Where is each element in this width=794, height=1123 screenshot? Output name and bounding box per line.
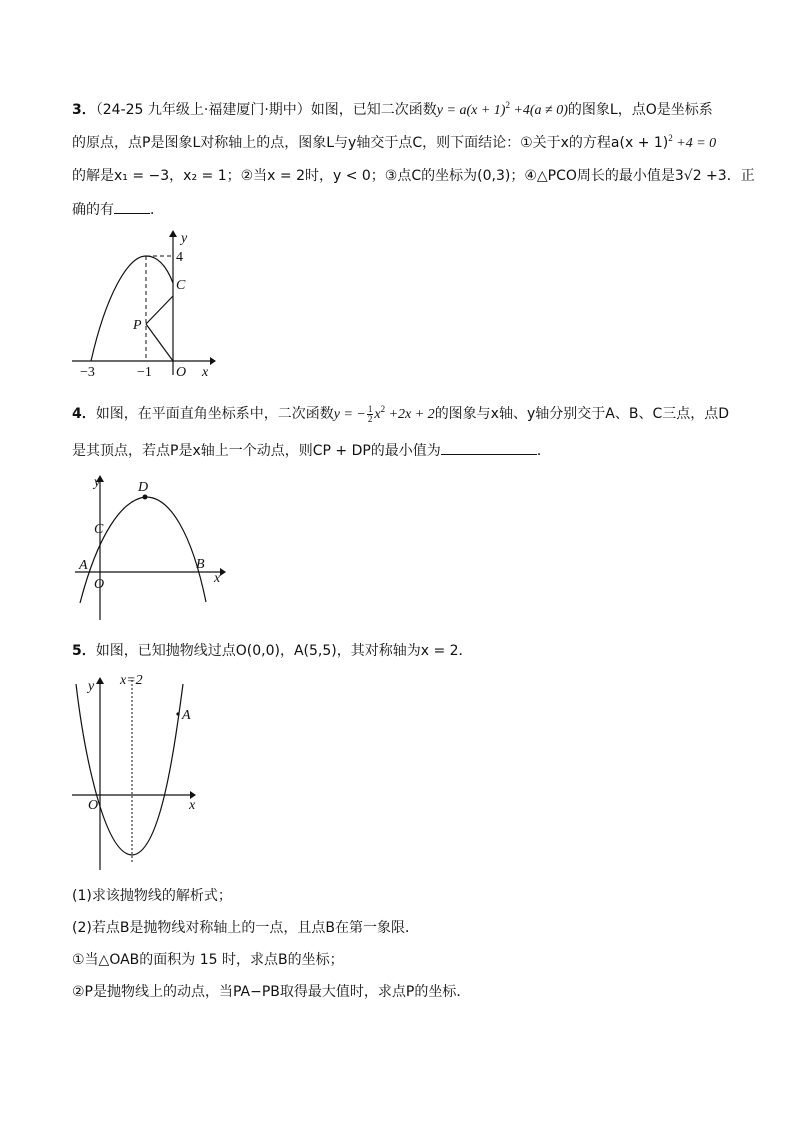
q3-y-arrow bbox=[169, 230, 177, 237]
q3-label-4: 4 bbox=[176, 250, 183, 265]
q5-label-x: x bbox=[189, 798, 196, 813]
q3-line-1 bbox=[72, 100, 713, 121]
q4-label-x: x bbox=[214, 571, 221, 586]
q4-line-2-text: 是其顶点，若点P是x轴上一个动点，则CP + DP的最小值为 bbox=[72, 443, 441, 459]
q4-frac-top: 1 bbox=[367, 403, 373, 414]
q4-text-2: 的图象与x轴、y轴分别交于A、B、C三点，点D bbox=[434, 406, 729, 422]
q3-label-o: O bbox=[176, 365, 187, 380]
q4-label-o: O bbox=[94, 577, 105, 592]
q4-exponent: 2 bbox=[380, 404, 386, 414]
q5-figure bbox=[70, 672, 230, 877]
q3-segment-pc bbox=[146, 296, 173, 324]
q4-label-b: B bbox=[196, 557, 205, 572]
q3-line-3-text: 的解是x₁ = −3，x₂ = 1；②当x = 2时，y < 0；③点C的坐标为(0,3)；④△PCO周长的最小值是3√2 +3．正 bbox=[72, 168, 755, 184]
q3-line-2 bbox=[72, 133, 716, 154]
q4-fraction bbox=[367, 405, 374, 424]
q3-text: 如图，已知二次函数 bbox=[310, 102, 437, 118]
q4-label-d: D bbox=[138, 480, 149, 495]
q5-line-1 bbox=[72, 641, 473, 661]
q3-figure bbox=[60, 225, 230, 385]
q3-line-2-text: 的原点，点P是图象L对称轴上的点，图象L与y轴交于点C，则下面结论：①关于x的方程a(x + 1) bbox=[72, 135, 669, 151]
q4-line-2 bbox=[72, 440, 551, 461]
q5-label-a: A bbox=[182, 708, 191, 723]
q3-label-c: C bbox=[176, 278, 186, 293]
q3-label-p: P bbox=[133, 318, 142, 333]
q5-part-2-2-text: ②P是抛物线上的动点，当PA−PB取得最大值时，求点P的坐标． bbox=[72, 984, 471, 1000]
q3-x-arrow bbox=[210, 357, 216, 365]
q3-line-4-text: 确的有 bbox=[72, 202, 114, 218]
q3-label-minus1: −1 bbox=[137, 365, 152, 380]
q4-label-c: C bbox=[94, 522, 104, 537]
q4-line-2-end: ． bbox=[536, 443, 551, 459]
q3-source: （24-25 九年级上·福建厦门·期中） bbox=[95, 102, 311, 118]
answer-blank[interactable] bbox=[441, 440, 537, 455]
q3-line-3 bbox=[72, 166, 755, 186]
q5-part-1 bbox=[72, 886, 232, 906]
q4-line-1 bbox=[72, 404, 729, 425]
q4-function-c: +2x + 2 bbox=[385, 407, 435, 422]
q4-function-b: x bbox=[374, 407, 381, 422]
q5-number: 5． bbox=[72, 643, 96, 659]
q3-line-4-end: ． bbox=[150, 202, 164, 218]
q3-segment-po bbox=[146, 324, 173, 361]
q4-vertex-point bbox=[143, 495, 148, 500]
q5-part-2 bbox=[72, 918, 419, 938]
q3-text-2: 的图象L，点O是坐标系 bbox=[567, 102, 713, 118]
q3-label-x: x bbox=[202, 365, 209, 380]
q3-line-2-tail: +4 = 0 bbox=[672, 136, 717, 151]
q4-figure bbox=[70, 472, 240, 622]
q5-part-2-2 bbox=[72, 982, 470, 1002]
q5-y-arrow bbox=[96, 677, 104, 684]
q3-line-4 bbox=[72, 199, 164, 220]
answer-blank[interactable] bbox=[114, 199, 150, 214]
q3-function: y = a(x + 1) bbox=[436, 103, 506, 118]
q3-exponent: 2 bbox=[505, 100, 510, 110]
q4-x-arrow bbox=[220, 568, 226, 576]
q5-label-y: y bbox=[88, 679, 95, 694]
q4-label-y: y bbox=[94, 475, 101, 490]
q5-label-o: O bbox=[88, 798, 99, 813]
q5-part-2-1 bbox=[72, 950, 344, 970]
q4-frac-bottom: 2 bbox=[367, 413, 373, 424]
q4-text: 如图，在平面直角坐标系中，二次函数 bbox=[95, 406, 334, 422]
q3-function-tail: +4(a ≠ 0) bbox=[509, 103, 568, 118]
q5-point-a bbox=[176, 712, 179, 715]
q5-part-2-1-text: ①当△OAB的面积为 15 时，求点B的坐标； bbox=[72, 952, 344, 968]
q3-label-minus3: −3 bbox=[80, 365, 95, 380]
q3-number: 3． bbox=[72, 102, 96, 118]
q3-label-y: y bbox=[181, 231, 188, 246]
q5-label-axis: x=2 bbox=[120, 673, 143, 688]
q4-number: 4． bbox=[72, 406, 96, 422]
q5-parabola bbox=[76, 684, 183, 855]
q4-label-a: A bbox=[79, 558, 88, 573]
q3-exponent-2: 2 bbox=[668, 133, 673, 143]
q4-function-a: y = − bbox=[333, 407, 366, 422]
q5-text: 如图，已知抛物线过点O(0,0)，A(5,5)，其对称轴为x = 2． bbox=[95, 643, 473, 659]
q5-part-1-text: (1)求该抛物线的解析式； bbox=[72, 888, 232, 904]
q5-part-2-text: (2)若点B是抛物线对称轴上的一点，且点B在第一象限． bbox=[72, 920, 420, 936]
